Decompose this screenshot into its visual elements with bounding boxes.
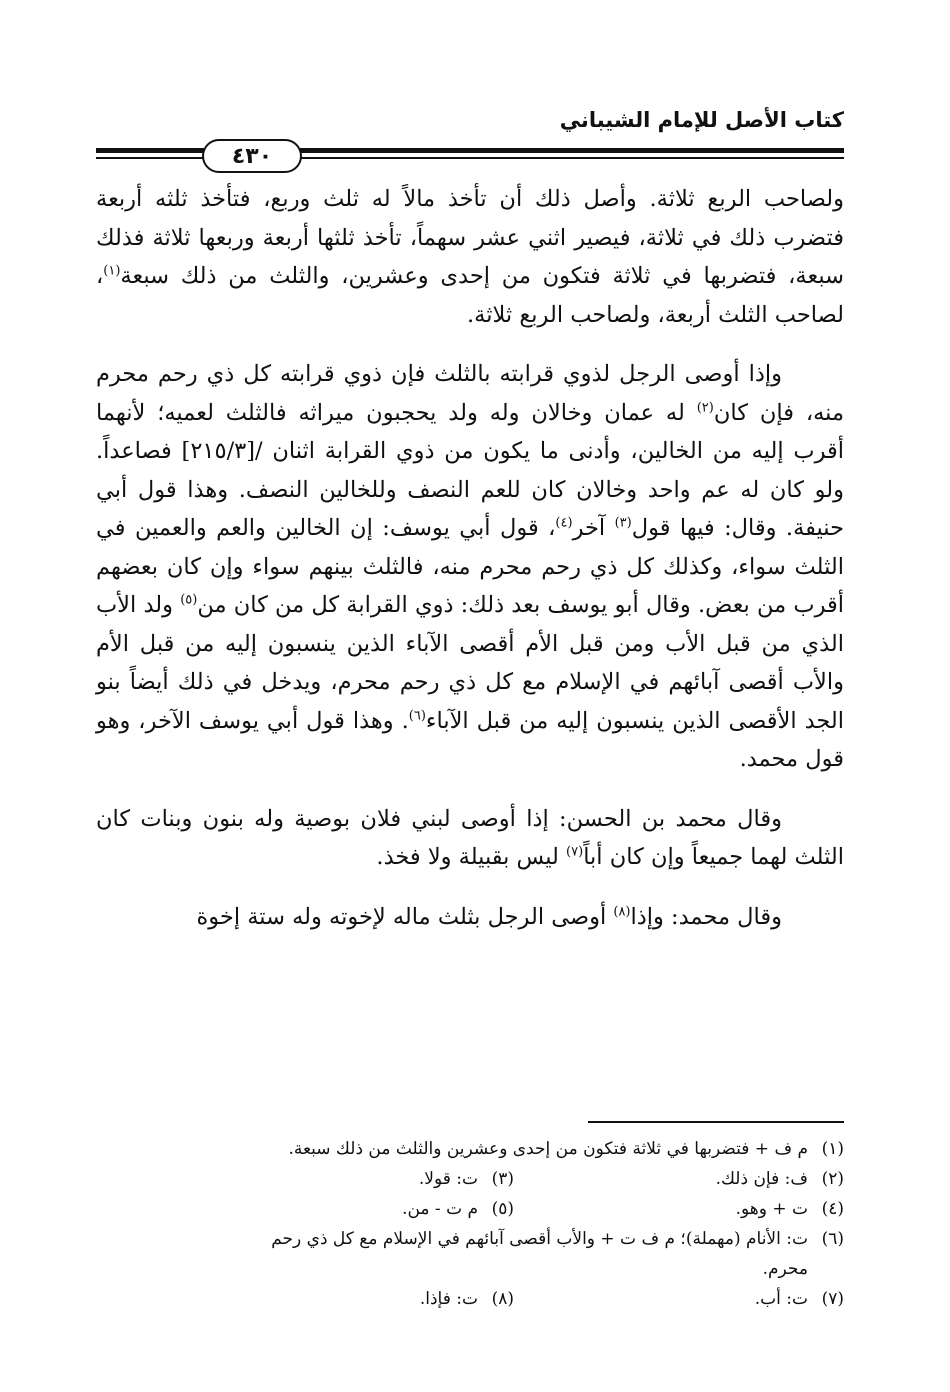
footnote-ref: (٢): [696, 400, 714, 415]
footnote-text: ت + وهو.: [735, 1199, 808, 1219]
footnote-ref: (٤): [555, 515, 573, 531]
footnote-number: (٨): [491, 1289, 514, 1309]
text-run: ليس بقبيلة ولا فخذ.: [376, 844, 567, 870]
footnote: [402, 1194, 514, 1224]
footnote-row: [96, 1164, 844, 1194]
footnote-row: [96, 1194, 844, 1224]
footnote: [420, 1284, 514, 1314]
footnote-continuation: محرم.: [762, 1259, 808, 1279]
text-run: ولصاحب الربع ثلاثة. وأصل ذلك أن تأخذ مالاً له ثلث وربع، فتأخذ ثلثه أربعة فتضرب ذلك في ثلاثة، فيصير اثني عشر سهماً، تأخذ ثلثها أربعة وربعها ثلاثة فذلك سبعة، فتضربها في ثلاثة فتكون من إحدى وعشرين، والثلث من ذلك سبعة: [96, 186, 844, 289]
text-run: ، قول أبي يوسف: إن الخالين والعم والعمين في الثلث سواء، وكذلك كل ذي رحم محرم منه، فالثلث بينهم سواء وإن كان بعضهم أقرب من بعض. وقال أبو يوسف بعد ذلك: ذوي القرابة كل من كان من: [96, 515, 844, 618]
footnote-number: (٣): [491, 1169, 514, 1189]
footnote-text: ت: أب.: [754, 1289, 808, 1309]
footnote-number: (٦): [821, 1229, 844, 1249]
text-run: وقال محمد: وإذا: [630, 903, 782, 930]
footnote-ref: (٥): [180, 592, 198, 608]
footnote: [96, 1224, 844, 1254]
text-run: أوصى الرجل بثلث ماله لإخوته وله ستة إخوة: [196, 903, 614, 930]
page-number-badge: [202, 139, 302, 173]
paragraph: [96, 898, 844, 937]
footnote-ref: (٨): [613, 904, 631, 919]
text-run: وإذا أوصى الرجل لذوي قرابته بالثلث فإن ذوي قرابته كل ذي رحم محرم منه، فإن كان: [96, 361, 845, 426]
footnotes: [96, 1134, 844, 1314]
footnote: [514, 1284, 844, 1314]
main-text: [96, 180, 844, 957]
footnote: [514, 1164, 844, 1194]
paragraph: [96, 355, 844, 779]
footnote-ref: (٧): [566, 844, 584, 860]
footnote-number: (٤): [821, 1199, 844, 1219]
footnote: [514, 1194, 844, 1224]
footnote-row: [96, 1284, 844, 1314]
footnote-ref: (٦): [408, 708, 426, 723]
text-run: وقال محمد بن الحسن: إذا أوصى لبني فلان بوصية وله بنون وبنات كان الثلث لهما جميعاً وإن كان أباً: [96, 805, 844, 870]
footnote-number: (٥): [491, 1199, 514, 1219]
footnote-number: (١): [821, 1139, 844, 1159]
footnote-text: ت: الأنام (مهملة)؛ م ف ت + والأب أقصى آبائهم في الإسلام مع كل ذي رحم: [271, 1229, 808, 1249]
paragraph: [96, 800, 844, 877]
footnote-text: ت: قولا.: [418, 1169, 478, 1189]
page-number: ٤٣٠: [231, 143, 273, 169]
text-run: ، لصاحب الثلث أربعة، ولصاحب الربع ثلاثة.: [96, 263, 844, 328]
footnote-number: (٢): [821, 1169, 844, 1189]
footnote-number: (٧): [821, 1289, 844, 1309]
text-run: له عمان وخالان وله ولد يحجبون ميراثه فالثلث لعميه؛ لأنهما أقرب إليه من الخالين، وأدنى ما يكون من ذوي القرابة اثنان /[٢١٥/٣] فصاعداً. ولو كان له عم واحد وخالان كان للعم النصف وللخالين النصف. وهذا قول أبي حنيفة. وقال: فيها قول: [96, 399, 844, 541]
footnote-text: م ف + فتضربها في ثلاثة فتكون من إحدى وعشرين والثلث من ذلك سبعة.: [288, 1139, 808, 1159]
footnote-separator: [588, 1121, 844, 1123]
footnote-ref: (١): [103, 263, 121, 279]
footnote-text: ف: فإن ذلك.: [715, 1169, 808, 1189]
page-header: [96, 104, 844, 184]
footnote: [96, 1134, 844, 1164]
text-run: آخر: [572, 515, 615, 541]
footnote-ref: (٣): [614, 515, 632, 531]
footnote-text: م ت - من.: [402, 1199, 478, 1219]
paragraph: [96, 180, 844, 334]
text-run: ولد الأب الذي من قبل الأب ومن قبل الأم أقصى الآباء الذين ينسبون إليه من قبل الأم والأب أقصى آبائهم في الإسلام مع كل ذي رحم محرم، ويدخل في ذلك أيضاً بنو الجد الأقصى الذين ينسبون إليه من قبل الآباء: [96, 592, 845, 734]
running-title: كتاب الأصل للإمام الشيباني: [559, 108, 844, 132]
text-run: . وهذا قول أبي يوسف الآخر، وهو قول محمد.: [96, 707, 844, 772]
footnote: [419, 1164, 514, 1194]
footnote-text: ت: فإذا.: [419, 1289, 478, 1309]
